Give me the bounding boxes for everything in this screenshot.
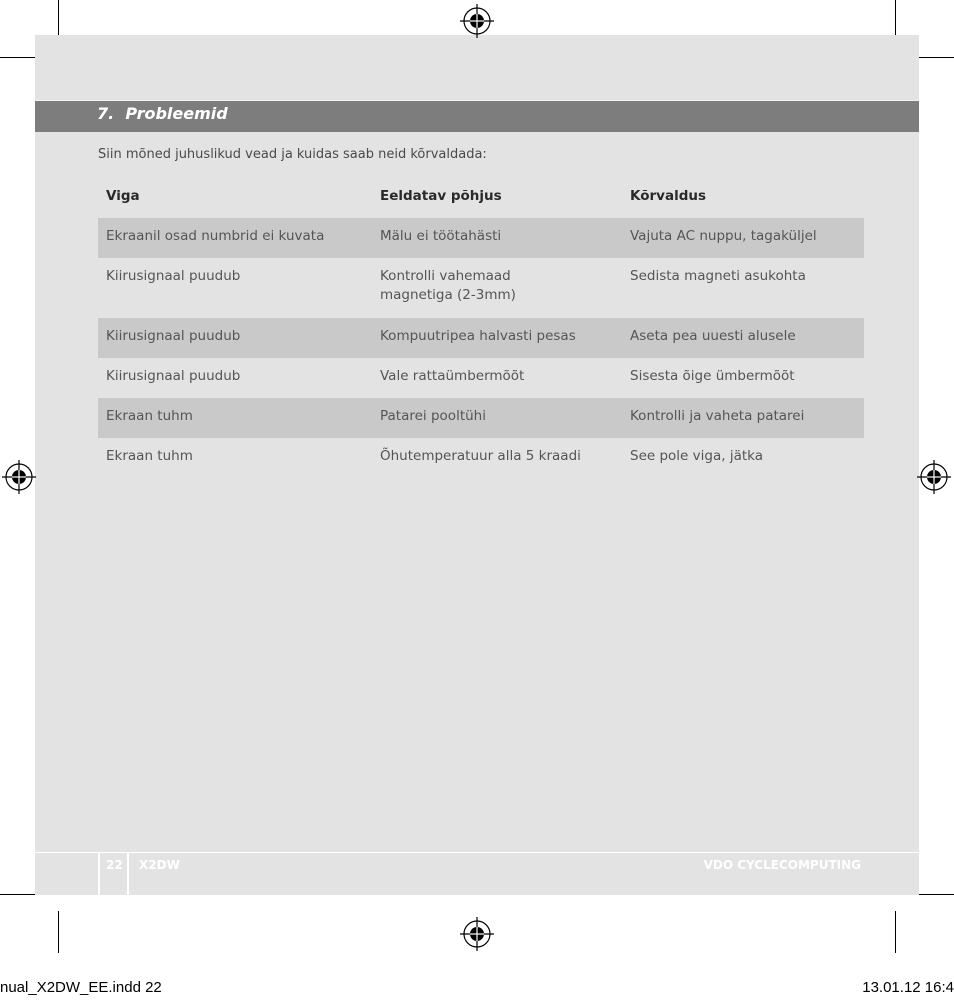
section-number: 7. [97,104,115,123]
registration-mark-icon [460,917,494,951]
print-slug-datetime: 13.01.12 16:4 [862,979,954,996]
crop-mark [58,911,59,953]
table-cell: Sedista magneti asukohta [630,268,806,284]
footer-divider [127,853,129,895]
table-cell: Vale rattaümbermõõt [380,368,525,384]
table-cell: Kontrolli vahemaad magnetiga (2-3mm) [380,268,516,303]
section-title [97,104,228,123]
print-slug-file: nual_X2DW_EE.indd 22 [0,979,162,996]
column-header: Kõrvaldus [630,188,707,204]
registration-mark-icon [460,4,494,38]
registration-mark-icon [2,460,36,494]
table-cell: Õhutemperatuur alla 5 kraadi [380,448,581,464]
table-header-row [98,178,864,218]
table-cell: See pole viga, jätka [630,448,763,464]
table-cell: Patarei pooltühi [380,408,486,424]
table-row [98,358,864,398]
table-row [98,438,864,478]
table-cell: Ekraan tuhm [106,448,193,464]
page-number: 22 [106,858,123,872]
footer-divider [35,852,919,853]
troubleshooting-table [98,178,864,478]
footer-divider [98,853,100,895]
table-cell: Kompuutripea halvasti pesas [380,328,576,344]
intro-text: Siin mõned juhuslikud vead ja kuidas saab neid kõrvaldada: [98,147,487,162]
table-cell: Ekraanil osad numbrid ei kuvata [106,228,325,244]
footer-brand: VDO CYCLECOMPUTING [703,858,861,872]
table-cell: Sisesta õige ümbermõõt [630,368,795,384]
table-cell: Kiirusignaal puudub [106,368,241,384]
table-row [98,318,864,358]
table-cell: Vajuta AC nuppu, tagaküljel [630,228,817,244]
registration-mark-icon [917,460,951,494]
column-header: Viga [106,188,140,204]
table-cell: Aseta pea uuesti alusele [630,328,796,344]
crop-mark [895,911,896,953]
table-row [98,218,864,258]
table-cell: Ekraan tuhm [106,408,193,424]
table-row [98,398,864,438]
table-cell: Kontrolli ja vaheta patarei [630,408,805,424]
table-row [98,258,864,318]
table-cell: Kiirusignaal puudub [106,268,241,284]
table-cell: Mälu ei töötahästi [380,228,502,244]
column-header: Eeldatav põhjus [380,188,502,204]
section-title-text: Probleemid [125,104,228,123]
footer-model: X2DW [139,858,180,872]
table-cell: Kiirusignaal puudub [106,328,241,344]
